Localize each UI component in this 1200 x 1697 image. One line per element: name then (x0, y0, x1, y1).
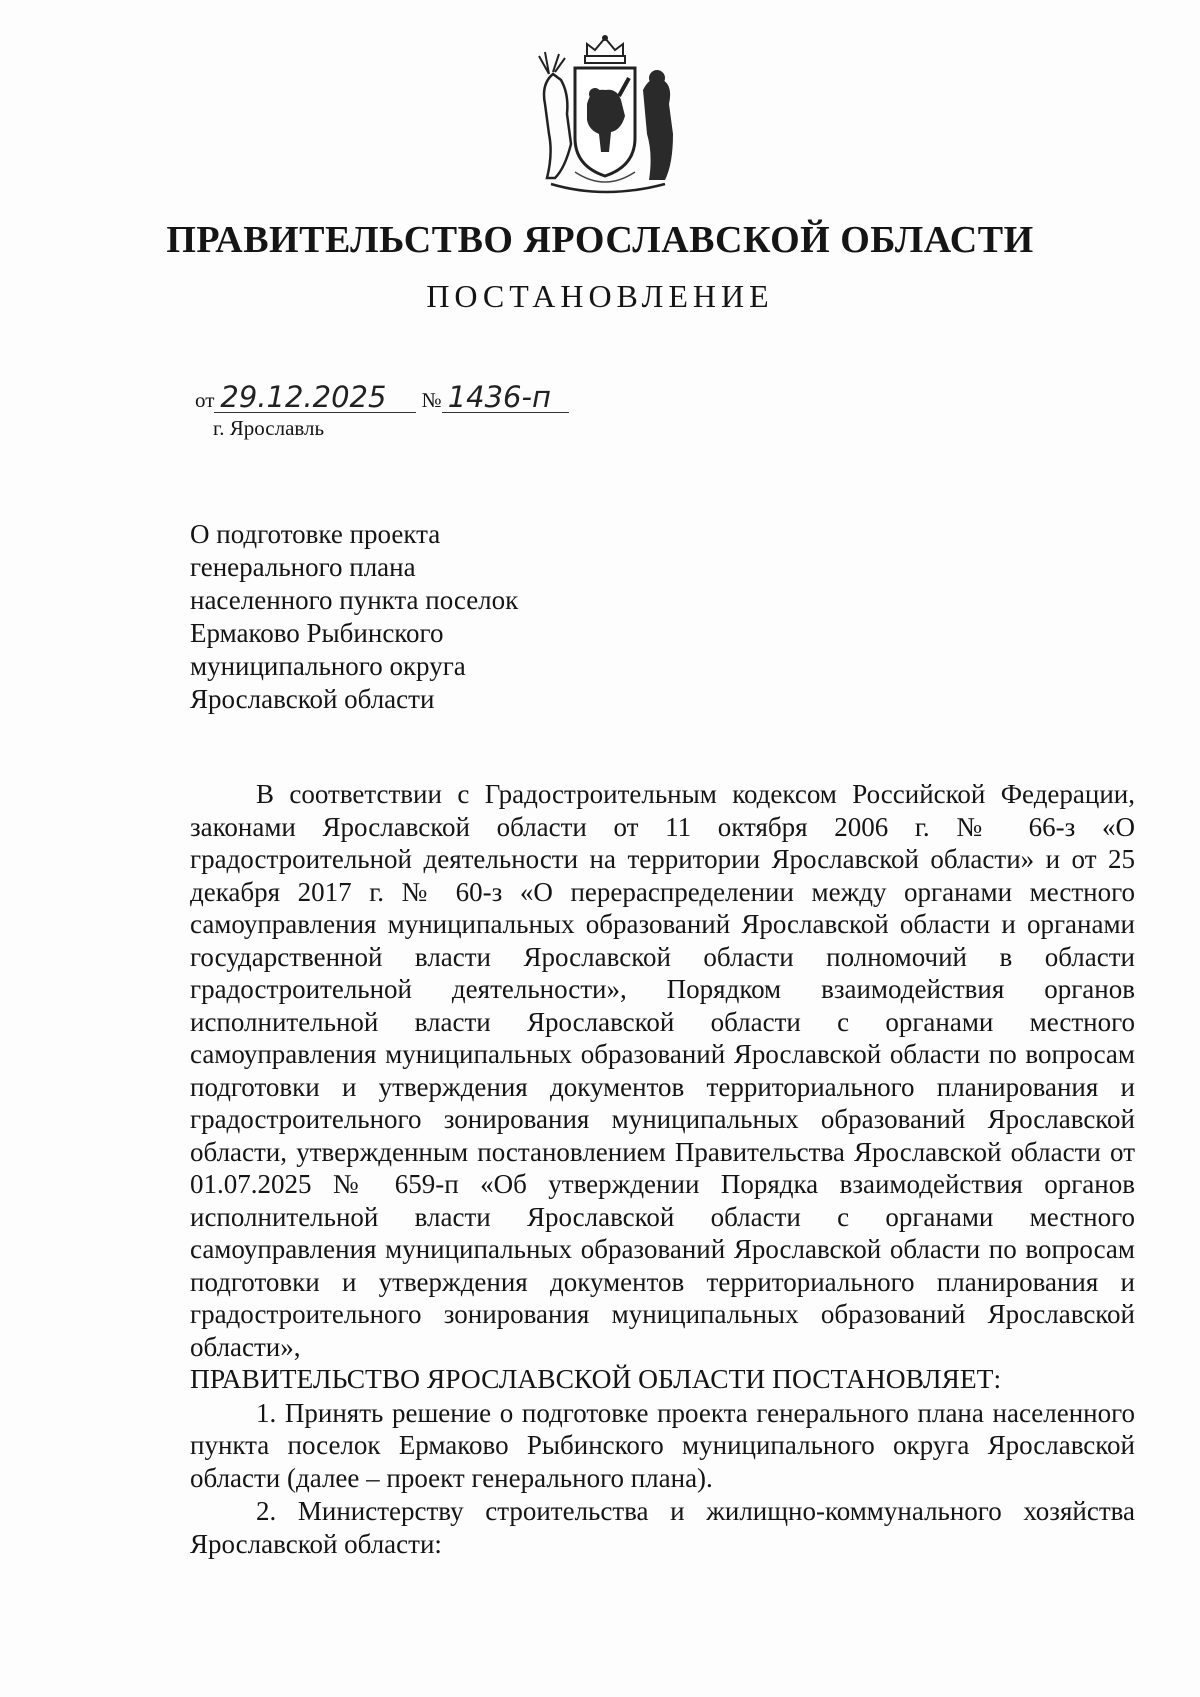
subject-line: Ярославской области (190, 684, 435, 714)
subject-line: Ермаково Рыбинского (190, 618, 444, 648)
date-number-line (195, 382, 569, 413)
document-subject (190, 518, 518, 716)
preamble-paragraph: В соответствии с Градостроительным кодексом Российской Федерации, законами Ярославской области от 11 октября 2006 г. № 66-з «О градостроительной деятельности на территории Ярославской области» и от 25 декабря 2017 г. № 60-з «О перераспределении между органами местного самоуправления муниципальных образований Ярославской области и органами государственной власти Ярославской области полномочий в области градостроительной деятельности», Порядком взаимодействия органов исполнительной власти Ярославской области с органами местного самоуправления муниципальных образований Ярославской области по вопросам подготовки и утверждения документов территориального планирования и градостроительного зонирования муниципальных образований Ярославской области, утвержденным постановлением Правительства Ярославской области от 01.07.2025 № 659-п «Об утверждении Порядка взаимодействия органов исполнительной власти Ярославской области с органами местного самоуправления муниципальных образований Ярославской области по вопросам подготовки и утверждения документов территориального планирования и градостроительного зонирования муниципальных образований Ярославской области», (190, 779, 1135, 1362)
subject-line: О подготовке проекта (190, 519, 441, 549)
organization-title: ПРАВИТЕЛЬСТВО ЯРОСЛАВСКОЙ ОБЛАСТИ (166, 219, 1034, 261)
city-name: г. Ярославль (213, 416, 325, 440)
yaroslavl-coat-of-arms-icon (525, 34, 685, 202)
handwritten-number: 1436-п (442, 382, 569, 413)
decree-statement: ПРАВИТЕЛЬСТВО ЯРОСЛАВСКОЙ ОБЛАСТИ ПОСТАНОВЛЯЕТ: (190, 1363, 1002, 1394)
subject-line: генерального плана (190, 552, 416, 582)
document-type-title: ПОСТАНОВЛЕНИЕ (426, 278, 774, 314)
item-1-paragraph: 1. Принять решение о подготовке проекта генерального плана населенного пункта поселок Ермаково Рыбинского муниципального округа Ярославской области (далее – проект генерального плана). (190, 1397, 1135, 1493)
handwritten-date: 29.12.2025 (214, 382, 416, 413)
number-prefix: № (421, 388, 442, 412)
date-prefix: от (195, 388, 215, 412)
subject-line: населенного пункта поселок (190, 585, 519, 615)
subject-line: муниципального округа (190, 651, 466, 681)
item-2-paragraph: 2. Министерству строительства и жилищно-коммунального хозяйства Ярославской области: (190, 1496, 1135, 1559)
document-body (190, 778, 1135, 1560)
